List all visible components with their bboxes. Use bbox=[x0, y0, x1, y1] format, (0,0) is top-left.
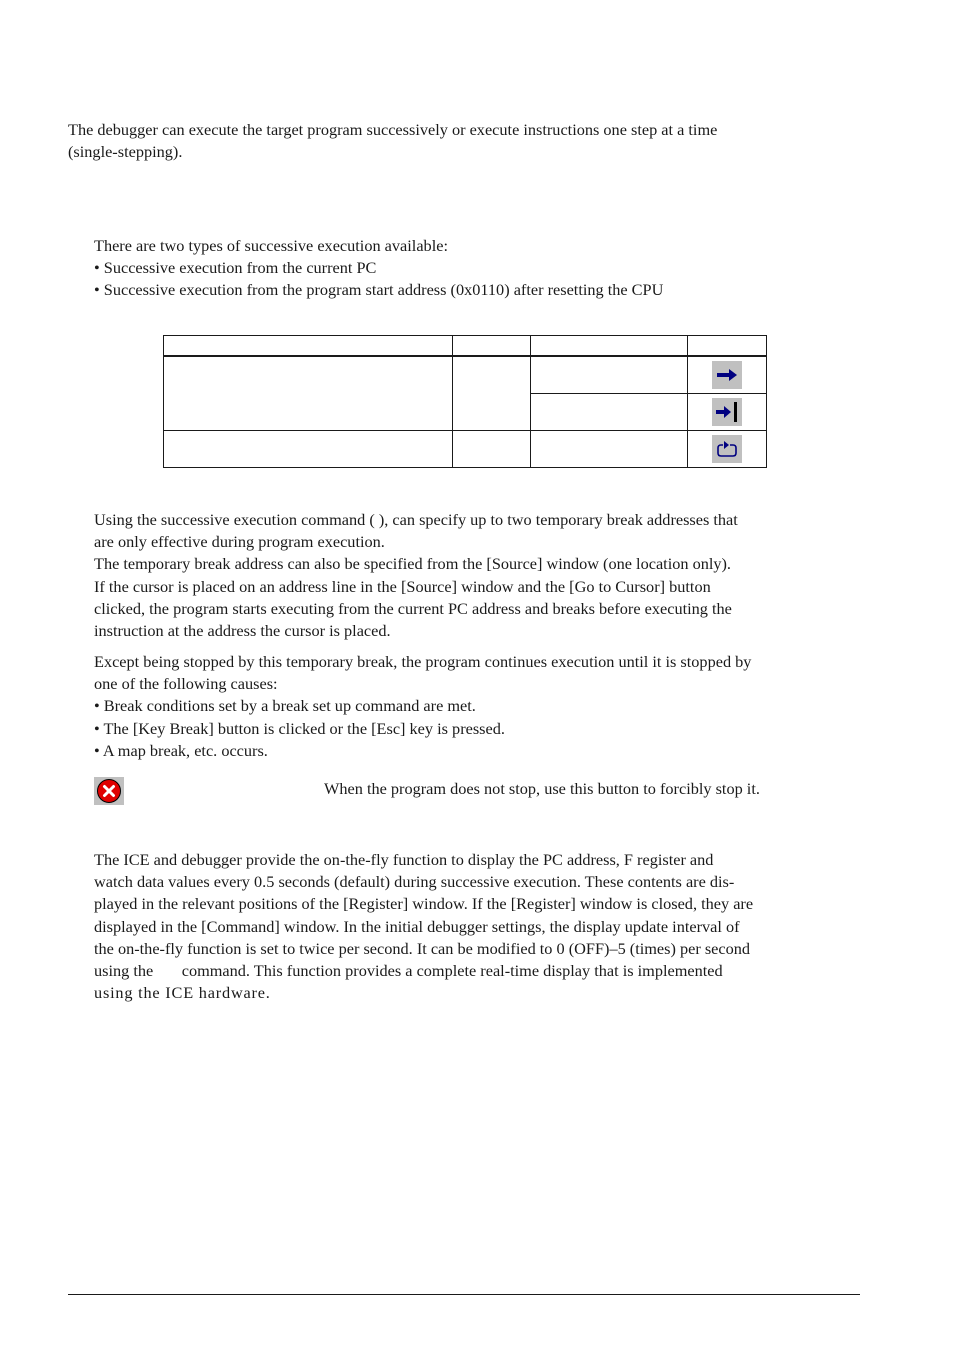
text-line: (single-stepping). bbox=[68, 142, 183, 162]
table-cell bbox=[164, 356, 453, 431]
text-line: clicked, the program starts executing from the current PC address and breaks before executing the bbox=[94, 598, 732, 618]
bullet-item: • A map break, etc. occurs. bbox=[94, 740, 268, 760]
bullet-item: • The [Key Break] button is clicked or the [Esc] key is pressed. bbox=[94, 718, 505, 738]
table-row bbox=[164, 356, 767, 394]
text-line: one of the following causes: bbox=[94, 674, 278, 694]
table-icon-cell bbox=[688, 356, 767, 394]
table-icon-cell bbox=[688, 431, 767, 468]
bullet-item: • Successive execution from the program start address (0x0110) after resetting the CPU bbox=[94, 280, 664, 300]
text-line: using the command. This function provides a complete real-time display that is implemented bbox=[94, 961, 723, 981]
table-header-cell bbox=[453, 336, 531, 357]
table-cell bbox=[453, 431, 531, 468]
key-break-button[interactable] bbox=[94, 777, 124, 805]
execution-commands-table bbox=[163, 335, 767, 468]
table-header-cell bbox=[164, 336, 453, 357]
text-line: The ICE and debugger provide the on-the-fly function to display the PC address, F register and bbox=[94, 850, 714, 869]
text-line: are only effective during program execution. bbox=[94, 532, 385, 552]
successive-types-paragraph bbox=[94, 235, 663, 302]
table-cell bbox=[531, 431, 688, 468]
table-row bbox=[164, 431, 767, 468]
text-line: The debugger can execute the target program successively or execute instructions one step at a time bbox=[68, 120, 718, 139]
temporary-break-paragraph bbox=[94, 509, 738, 642]
text-line: The temporary break address can also be specified from the [Source] window (one location only). bbox=[94, 554, 732, 574]
text-line: Except being stopped by this temporary break, the program continues execution until it is stopped by bbox=[94, 652, 752, 671]
text-line: There are two types of successive execution available: bbox=[94, 236, 448, 255]
bullet-item: • Break conditions set by a break set up command are met. bbox=[94, 696, 476, 716]
text-line: If the cursor is placed on an address line in the [Source] window and the [Go to Cursor] button bbox=[94, 576, 711, 596]
table-icon-cell bbox=[688, 394, 767, 431]
footer-divider bbox=[68, 1294, 860, 1295]
text-line: played in the relevant positions of the [Register] window. If the [Register] window is closed, they are bbox=[94, 894, 754, 914]
intro-paragraph bbox=[68, 119, 717, 163]
bullet-item: • Successive execution from the current PC bbox=[94, 258, 377, 278]
table-cell bbox=[164, 431, 453, 468]
text-line: displayed in the [Command] window. In the initial debugger settings, the display update interval of bbox=[94, 916, 740, 936]
go-icon[interactable] bbox=[712, 361, 742, 389]
go-to-cursor-icon[interactable] bbox=[712, 398, 742, 426]
reset-and-go-icon[interactable] bbox=[712, 435, 742, 463]
text-line: watch data values every 0.5 seconds (default) during successive execution. These contents are dis- bbox=[94, 872, 735, 892]
stop-icon bbox=[96, 778, 122, 804]
text-line: Using the successive execution command ( ), can specify up to two temporary break addresses that bbox=[94, 510, 738, 529]
key-break-description: When the program does not stop, use this button to forcibly stop it. bbox=[324, 779, 760, 798]
table-cell bbox=[531, 394, 688, 431]
table-cell bbox=[531, 356, 688, 394]
stop-causes-paragraph bbox=[94, 651, 751, 762]
table-header-cell bbox=[688, 336, 767, 357]
text-line: the on-the-fly function is set to twice per second. It can be modified to 0 (OFF)–5 (times) per second bbox=[94, 938, 751, 958]
text-line: instruction at the address the cursor is placed. bbox=[94, 621, 391, 641]
table-cell bbox=[453, 356, 531, 431]
table-header-row bbox=[164, 336, 767, 357]
table-header-cell bbox=[531, 336, 688, 357]
text-line: using the ICE hardware. bbox=[94, 983, 271, 1003]
on-the-fly-paragraph bbox=[94, 849, 753, 1004]
